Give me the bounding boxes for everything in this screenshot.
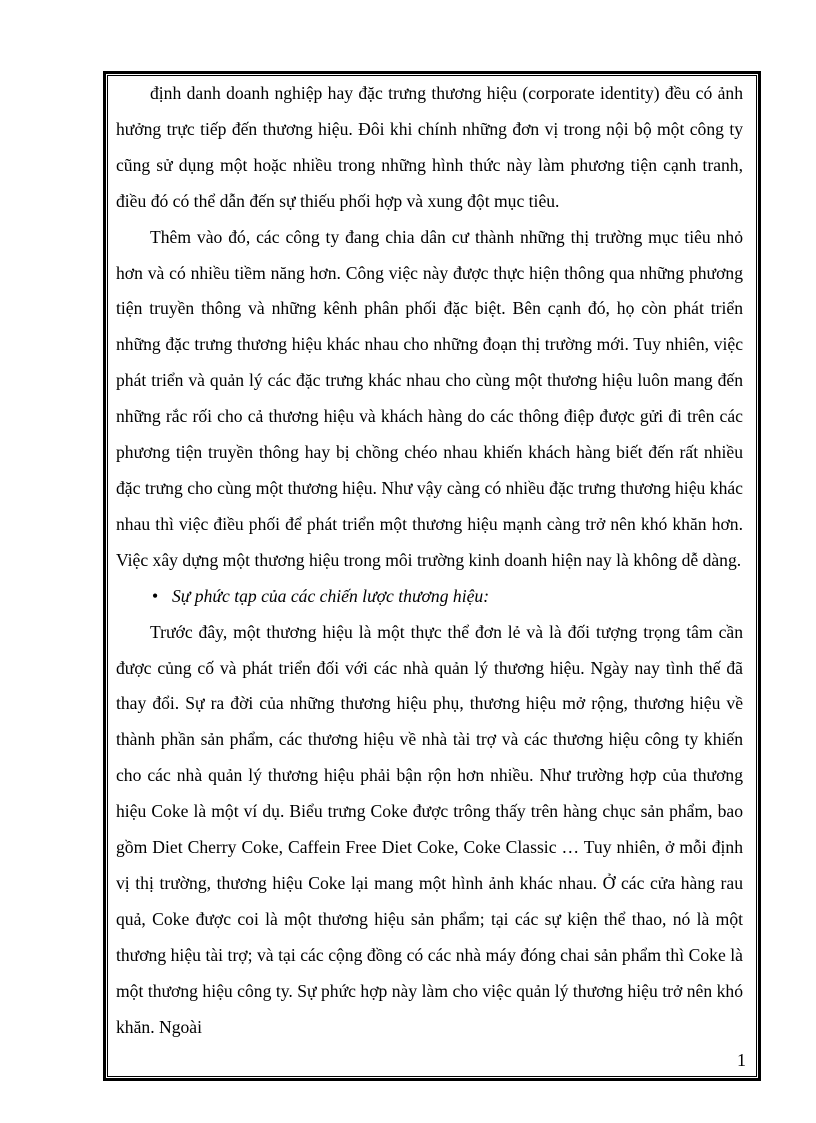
paragraph-3: Trước đây, một thương hiệu là một thực thể đơn lẻ và là đối tượng trọng tâm cần được củng cố và phát triển đối với các nhà quản lý thương hiệu. Ngày nay tình thế đã thay đổi. Sự ra đời của những thương hiệu phụ, thương hiệu mở rộng, thương hiệu về thành phần sản phẩm, các thương hiệu về nhà tài trợ và các thương hiệu công ty khiến cho các nhà quản lý thương hiệu phải bận rộn hơn nhiều. Như trường hợp của thương hiệu Coke là một ví dụ. Biểu trưng Coke được trông thấy trên hàng chục sản phẩm, bao gồm Diet Cherry Coke, Caffein Free Diet Coke, Coke Classic … Tuy nhiên, ở mỗi định vị thị trường, thương hiệu Coke lại mang một hình ảnh khác nhau. Ở các cửa hàng rau quả, Coke được coi là một thương hiệu sản phẩm; tại các sự kiện thể thao, nó là một thương hiệu tài trợ; và tại các cộng đồng có các nhà máy đóng chai sản phẩm thì Coke là một thương hiệu công ty. Sự phức hợp này làm cho việc quản lý thương hiệu trở nên khó khăn. Ngoài — [116, 621, 743, 1037]
bullet-item — [116, 579, 743, 615]
bullet-icon: • — [152, 585, 159, 606]
paragraph-1: định danh doanh nghiệp hay đặc trưng thương hiệu (corporate identity) đều có ảnh hưởng trực tiếp đến thương hiệu. Đôi khi chính những đơn vị trong nội bộ một công ty cũng sử dụng một hoặc nhiều trong những hình thức này làm phương tiện cạnh tranh, điều đó có thể dẫn đến sự thiếu phối hợp và xung đột mục tiêu. — [116, 83, 743, 211]
page-number: 1 — [737, 1050, 746, 1070]
paragraph-2: Thêm vào đó, các công ty đang chia dân cư thành những thị trường mục tiêu nhỏ hơn và có nhiều tiềm năng hơn. Công việc này được thực hiện thông qua những phương tiện truyền thông và những kênh phân phối đặc biệt. Bên cạnh đó, họ còn phát triển những đặc trưng thương hiệu khác nhau cho những đoạn thị trường mới. Tuy nhiên, việc phát triển và quản lý các đặc trưng khác nhau cho cùng một thương hiệu luôn mang đến những rắc rối cho cả thương hiệu và khách hàng do các thông điệp được gửi đi trên các phương tiện truyền thông hay bị chồng chéo nhau khiến khách hàng biết đến rất nhiều đặc trưng cho cùng một thương hiệu. Như vậy càng có nhiều đặc trưng thương hiệu khác nhau thì việc điều phối để phát triển một thương hiệu mạnh càng trở nên khó khăn hơn. Việc xây dựng một thương hiệu trong môi trường kinh doanh hiện nay là không dễ dàng. — [116, 226, 743, 570]
document-body — [116, 76, 743, 1045]
bullet-heading: Sự phức tạp của các chiến lược thương hiệu: — [172, 585, 490, 606]
